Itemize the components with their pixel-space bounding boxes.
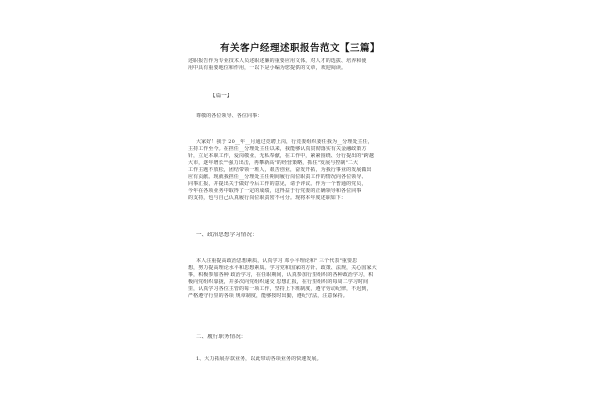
document-title: 有关客户经理述职报告范文【三篇】 [219,43,380,54]
body-line: 的支持，也与自己认真履行岗位职责密不可分。现将本年度述职如下： [188,195,347,201]
body-line: 主持工作至今。在担任__分理处主任以来，我能够认真贯彻落实有关金融政策方 [188,146,367,152]
body-line: 工作主题不放松，团结带领一班人，艰苦创业，奋发开拓，为我行事业的发展做出 [188,167,372,173]
section-marker: 【篇一】 [210,93,233,99]
section-1-line: 极向党组织靠拢，并多次向党组织递交 思想汇报，在行里组织的每周二学习时间 [188,279,369,285]
body-line: 今年在各项业务中取得了一定的成绩，这得益于行党委的正确领导和各位同事 [188,188,362,194]
body-line: 应有贡献。现就我担任__分理处主任期间履行岗位职责工作的情况向各位领导、 [188,174,367,180]
intro-line: 用中具有重要地位和作用，一以下是小编为您提供的文章，欢迎阅读。 [188,65,347,71]
body-line: 大家好！我于 20__年__月通过竞聘上岗，行竞委组织委任我为__分理处主任， [196,139,373,145]
body-line: 针，立足本职工作，爱岗敬业，无私奉献，在工作中，紧紧围绕、分行提出的"跨越 [188,153,375,159]
greeting: 尊敬的各位领导、各位同事： [196,113,263,119]
section-1-line: 里，认真学习各位主管的每一项工作，坚持上下班制度，遵守劳动纪律，不迟到， [188,286,372,292]
intro-line: 述职报告作为专业技术人员述职述廉的重要应用文体，对人才的选拔、培养和使 [188,58,367,64]
section-1-line: 严格遵守行里的各项 规章制度，能够按时出勤，遵纪守法，注意保持。 [188,293,348,299]
section-heading: 一、政治思想学习情况： [196,232,258,238]
body-line: 大市，逐年增长""强力出击，再攀新高"的经营策略，抓住"发展与控制"二大 [188,160,359,166]
body-line: 同事汇报，并提出关于做好今后工作的意见，请予评议。作为一个普通的党员， [188,181,367,187]
section-1-line: 事，积极参加各种 政治学习，在任职期间，认真参加行里组织的各种政治学习，积 [188,272,374,278]
section-heading: 二、履行职务情况： [196,334,247,340]
section-1-line: 想，努力提高理论水平和思想素质。学习党和国家的方针、政策、法规，关心国家大 [188,265,377,271]
section-1-line: 本人注重提高政治思想素质，认真学习 邓小平理论和" 三个代表"重要思 [196,258,358,264]
section-2-item: 1、大力拓展存款业务，以此带动各项业务的快速发展。 [196,356,322,362]
